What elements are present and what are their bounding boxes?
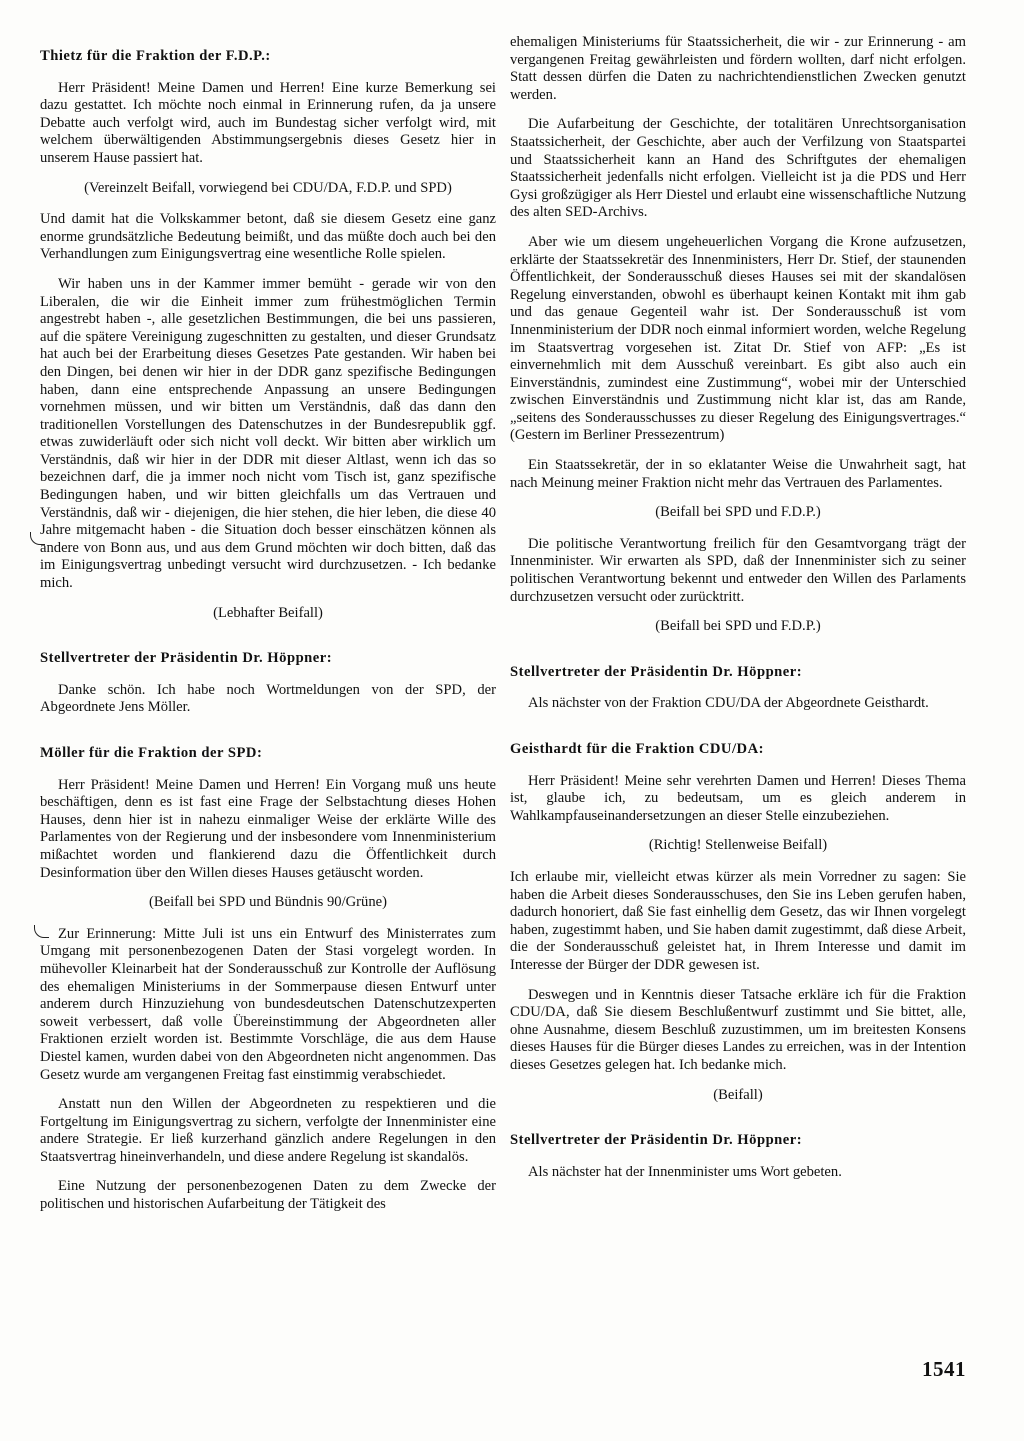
- paragraph: Wir haben uns in der Kammer immer bemüht - gerade wir von den Liberalen, die wir die Einheit immer zum frühestmöglichen Termin angestrebt haben -, alle gesetzlichen Bestimmungen, die bei uns passieren, auf die spätere Vereinigung zugeschnitten zu gestalten, und dieser Grundsatz hat auch bei der Erarbeitung dieses Gesetzes Pate gestanden. Wir haben bei den Dingen, bei denen wir hier in der DDR ganz spezifische Bedingungen haben, dann eine entsprechende Anpassung an unsere Bedingungen vornehmen müssen, und wir bitten um Verständnis, daß das dann den traditionellen Vorstellungen des Datenschutzes in der Bundesrepublik ggf. etwas zuwiderläuft oder sich nicht voll deckt. Wir bitten aber wirklich um Verständnis, daß wir hier in der DDR mit dieser Altlast, wenn ich das so bezeichnen darf, die ja immer noch nicht vom Tisch ist, ganz spezifische Bedingungen haben, und wir bitten gleichfalls um das Vertrauen und Verständnis, daß wir - diejenigen, die hier stehen, die hier leben, die diese 40 Jahre mitgemacht haben - die Situation doch besser einschätzen können als andere von Bonn aus, und aus dem Grund möchten wir doch bitten, daß das im Einigungsvertrag unbedingt versucht wird durchzusetzen. - Ich bedanke mich.: [40, 275, 496, 592]
- paragraph: Ich erlaube mir, vielleicht etwas kürzer als mein Vorredner zu sagen: Sie haben die Arbeit dieses Sonderausschuses, den Sie ins Leben gerufen haben, dadurch honoriert, daß Sie fast einhellig dem Gesetz, das wir Ihnen vorgelegt haben, zugestimmt haben, und Sie haben damit zugestimmt, daß diese Arbeit, die der Sonderausschuß geleistet hat, in Ihrem Interesse und damit im Interesse der Bürger der DDR gewesen ist.: [510, 868, 966, 973]
- paragraph: Ein Staatssekretär, der in so eklatanter Weise die Unwahrheit sagt, hat nach Meinung meiner Fraktion nicht mehr das Vertrauen des Parlamentes.: [510, 457, 966, 491]
- left-column: [40, 34, 496, 1226]
- paragraph: Als nächster hat der Innenminister ums Wort gebeten.: [528, 1163, 842, 1180]
- paragraph: Als nächster von der Fraktion CDU/DA der Abgeordnete Geisthardt.: [528, 695, 929, 712]
- audience-reaction: (Richtig! Stellenweise Beifall): [648, 837, 828, 854]
- paragraph: Aber wie um diesem ungeheuerlichen Vorgang die Krone aufzusetzen, erklärte der Staatssekretär des Innenministers, Herr Dr. Stief, der staunenden Öffentlichkeit, der Sonderausschuß dieses Hauses sei mit der skandalösen Regelung einverstanden, obwohl es überhaupt keinen Kontakt mit ihm gab und das genaue Gegenteil wahr ist. Der Sonderausschuß ist vom Innenministerium der DDR noch einmal informiert worden, welche Regelung im Staatsvertrag vorgesehen ist. Zitat Dr. Stief von AFP: „Es ist einvernehmlich mit dem Ausschuß vereinbart. Es gibt also auch ein Einverständnis, zumindest eine Zustimmung“, wobei mir der Unterschied zwischen Einverständnis und Zustimmung nicht klar ist, das am Rande, „seitens des Sonderausschusses zu dieser Regelung des Einigungsvertrages.“ (Gestern im Berliner Pressezentrum): [510, 233, 966, 444]
- paragraph: Deswegen und in Kenntnis dieser Tatsache erkläre ich für die Fraktion CDU/DA, daß Sie diesem Beschlußentwurf zustimmt und Sie bittet, alle, ohne Ausnahme, diesem Beschluß zuzustimmen, um im breitesten Konsens dieses Hauses für die Bürger dieses Landes zu erreichen, was in der Intention dieses Gesetzes gelegen hat. Ich bedanke mich.: [510, 986, 966, 1073]
- margin-annotation-mark: [30, 532, 45, 545]
- paragraph: Danke schön. Ich habe noch Wortmeldungen von der SPD, der Abgeordnete Jens Möller.: [40, 681, 496, 716]
- speaker-heading: Stellvertreter der Präsidentin Dr. Höppner:: [40, 650, 333, 667]
- audience-reaction: (Beifall bei SPD und F.D.P.): [655, 618, 821, 635]
- audience-reaction: (Lebhafter Beifall): [213, 604, 323, 621]
- speaker-heading: Thietz für die Fraktion der F.D.P.:: [40, 48, 271, 64]
- paragraph: Herr Präsident! Meine Damen und Herren! Ein Vorgang muß uns heute beschäftigen, denn es ist fast eine Frage der Selbstachtung dieses Hohen Hauses, denn hier ist in nahezu einmaliger Weise der erklärte Wille des Parlamentes von der Regierung und der insbesondere vom Innenministerium mißachtet worden und flankierend dazu die Öffentlichkeit durch Desinformation über den Willen dieses Hauses getäuscht worden.: [40, 776, 496, 881]
- speaker-heading: Stellvertreter der Präsidentin Dr. Höppner:: [510, 1132, 803, 1149]
- margin-annotation-mark: [34, 925, 49, 938]
- speaker-heading: Stellvertreter der Präsidentin Dr. Höppner:: [510, 663, 803, 680]
- paragraph: Zur Erinnerung: Mitte Juli ist uns ein Entwurf des Ministerrates zum Umgang mit personenbezogenen Daten der Stasi vorgelegt worden. In mühevoller Kleinarbeit hat der Sonderausschuß zur Kontrolle der Auflösung des ehemaligen Ministeriums in der Sommerpause diesen Entwurf unter anderem durch Hinzuziehung von bundesdeutschen Datenschutzexperten soweit verbessert, daß volle Übereinstimmung der Abgeordneten aller Fraktionen erzielt worden ist. Bestimmte Vorschläge, die aus dem Hause Diestel kamen, wurden dabei von den Abgeordneten nicht angenommen. Das Gesetz wurde am vergangenen Freitag fast einstimmig verabschiedet.: [40, 925, 496, 1083]
- paragraph: Herr Präsident! Meine sehr verehrten Damen und Herren! Dieses Thema ist, glaube ich, zu bedeutsam, um es gleich anderem in Wahlkampfauseinandersetzungen an dieser Stelle einzubeziehen.: [510, 772, 966, 824]
- speaker-heading: Möller für die Fraktion der SPD:: [40, 745, 263, 761]
- paragraph: Anstatt nun den Willen der Abgeordneten zu respektieren und die Fortgeltung im Einigungsvertrag zu sichern, verfolgte der Innenminister eine andere Strategie. Er ließ kurzerhand gänzlich andere Regelungen in den Staatsvertrag hineinverhandeln, und diese andere Regelung ist skandalös.: [40, 1096, 496, 1165]
- right-column: [510, 34, 966, 1193]
- audience-reaction: (Beifall bei SPD und F.D.P.): [655, 504, 821, 521]
- audience-reaction: (Vereinzelt Beifall, vorwiegend bei CDU/DA, F.D.P. und SPD): [84, 179, 452, 196]
- paragraph: Die Aufarbeitung der Geschichte, der totalitären Unrechtsorganisation Staatssicherheit, der Geschichte, aber auch der Verfilzung von Staatspartei und Staatssicherheit kann an Hand des Schriftgutes der ehemaligen Staatssicherheit jedenfalls nicht erfolgen. Vielleicht ist ja die PDS und Herr Gysi großzügiger als Herr Diestel und erlaubt eine wissenschaftliche Nutzung des alten SED-Archivs.: [510, 116, 966, 221]
- paragraph: ehemaligen Ministeriums für Staatssicherheit, die wir - zur Erinnerung - am vergangenen Freitag gewährleisten und fördern wollten, darf nicht erfolgen. Statt dessen dürfen die Daten zu nachrichtendienstlichen Zwecken genutzt werden.: [510, 34, 966, 103]
- audience-reaction: (Beifall): [713, 1086, 763, 1103]
- paragraph: Und damit hat die Volkskammer betont, daß sie diesem Gesetz eine ganz enorme grundsätzliche Bedeutung beimißt, und das müßte doch auch bei den Verhandlungen zum Einigungsvertrag eine wesentliche Rolle spielen.: [40, 211, 496, 263]
- audience-reaction: (Beifall bei SPD und Bündnis 90/Grüne): [149, 894, 387, 911]
- speaker-heading: Geisthardt für die Fraktion CDU/DA:: [510, 741, 764, 757]
- paragraph: Eine Nutzung der personenbezogenen Daten zu dem Zwecke der politischen und historischen Aufarbeitung der Tätigkeit des: [40, 1178, 496, 1213]
- page-number: 1541: [922, 1357, 966, 1381]
- paragraph: Die politische Verantwortung freilich für den Gesamtvorgang trägt der Innenminister. Wir erwarten als SPD, daß der Innenminister sich zu seiner politischen Verantwortung bekennt und entweder den Willen des Parlaments durchzusetzen versucht oder zurücktritt.: [510, 535, 966, 605]
- paragraph: Herr Präsident! Meine Damen und Herren! Eine kurze Bemerkung sei dazu gestattet. Ich möchte noch einmal in Erinnerung rufen, da ja unsere Debatte auch verfolgt wird, auch im Bundestag sicher verfolgt wird, mit welchem überwältigenden Abstimmungsergebnis dieses Gesetz hier in unserem Hause passiert hat.: [40, 79, 496, 166]
